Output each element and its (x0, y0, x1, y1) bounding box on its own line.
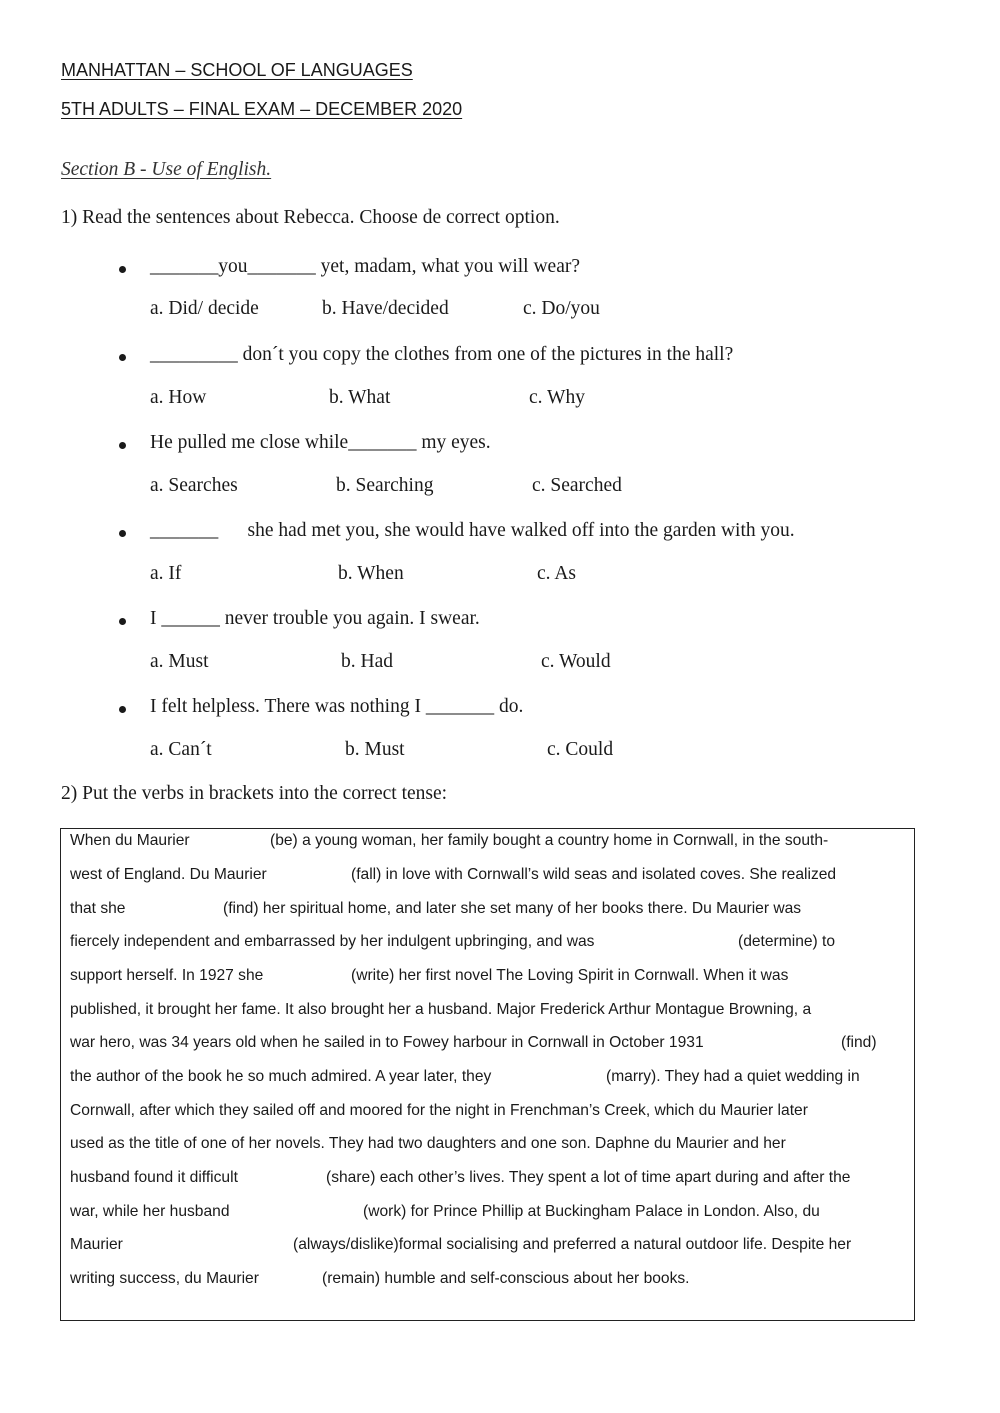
bullet-icon (119, 706, 126, 713)
text-box: When du Maurier (be) a young woman, her family bought a country home in Cornwall, in the south- west of England. Du Maurier (fall) in love with Cornwall’s wild seas and isolated coves. She realized that she (find) her spiritual home, and later she set many of her books there. Du Maurier was fiercely independent and embarrassed by her indulgent upbringing, and was (determine) to support herself. In 1927 she (write) her first novel The Loving Spirit in Cornwall. When it was published, it brought her fame. It also brought her a husband. Major Frederick Arthur Montague Browning, a war hero, was 34 years old when he sailed in to Fowey harbour in Cornwall in October 1931 (find) the author of the book he so much admired. A year later, they (marry). They had a quiet wedding in Cornwall, after which they sailed off and moored for the night in Frenchman’s Creek, which du Maurier later used as the title of one of her novels. They had two daughters and one son. Daphne du Maurier and her husband found it difficult (share) each other’s lives. They spent a lot of time apart during and after the war, while her husband (work) for Prince Phillip at Buckingham Palace in London. Also, du Maurier (always/dislike)formal socialising and preferred a natural outdoor life. Despite her writing success, du Maurier (remain) humble and self-conscious about her books. (60, 828, 915, 1321)
question-stem: I ______ never trouble you again. I swear. (150, 608, 480, 629)
exercise2-instruction: 2) Put the verbs in brackets into the correct tense: (61, 783, 448, 804)
question-stem: I felt helpless. There was nothing I _______ do. (150, 696, 524, 717)
option-a: a. Searches (150, 475, 238, 496)
option-c: c. Could (547, 739, 614, 760)
question-stem: _______you_______ yet, madam, what you will wear? (150, 256, 580, 277)
option-b: b. When (338, 563, 404, 584)
bullet-icon (119, 530, 126, 537)
option-c: c. As (537, 563, 576, 584)
option-b: b. Have/decided (322, 298, 449, 319)
option-a: a. If (150, 563, 182, 584)
option-c: c. Would (541, 651, 611, 672)
option-c: c. Do/you (523, 298, 600, 319)
option-b: b. Searching (336, 475, 434, 496)
bullet-icon (119, 442, 126, 449)
exercise1-instruction: 1) Read the sentences about Rebecca. Choose de correct option. (61, 207, 560, 228)
option-b: b. What (329, 387, 391, 408)
question-stem: _______ she had met you, she would have walked off into the garden with you. (150, 520, 795, 541)
option-b: b. Must (345, 739, 405, 760)
option-b: b. Had (341, 651, 393, 672)
bullet-icon (119, 266, 126, 273)
option-a: a. Must (150, 651, 209, 672)
bullet-icon (119, 618, 126, 625)
question-stem: _________ don´t you copy the clothes from one of the pictures in the hall? (150, 344, 734, 365)
option-a: a. How (150, 387, 207, 408)
exam-title: 5TH ADULTS – FINAL EXAM – DECEMBER 2020 (61, 99, 463, 119)
section-title: Section B - Use of English. (61, 159, 272, 180)
question-stem: He pulled me close while_______ my eyes. (150, 432, 491, 453)
option-c: c. Why (529, 387, 585, 408)
option-c: c. Searched (532, 475, 622, 496)
bullet-icon (119, 354, 126, 361)
option-a: a. Can´t (150, 739, 212, 760)
option-a: a. Did/ decide (150, 298, 259, 319)
school-title: MANHATTAN – SCHOOL OF LANGUAGES (61, 60, 413, 80)
